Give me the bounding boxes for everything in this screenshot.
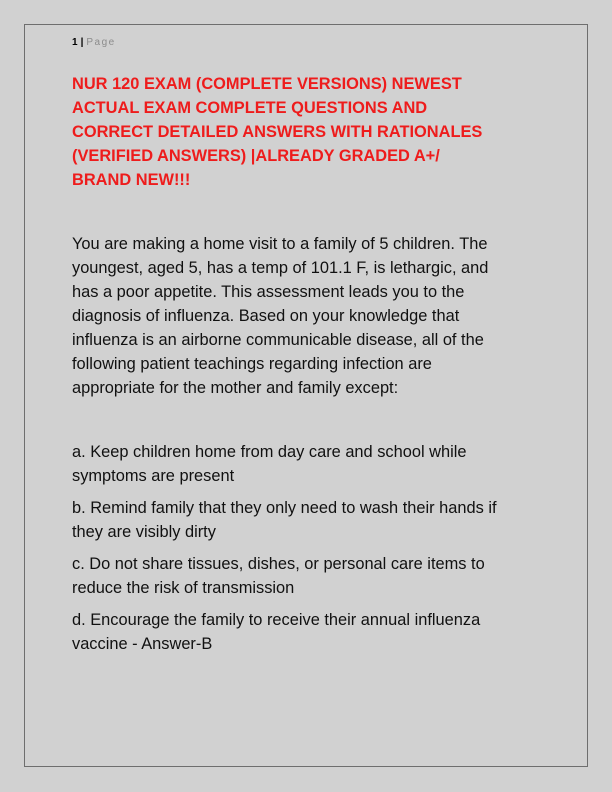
answer-line: b. Remind family that they only need to wash their hands if <box>72 499 497 517</box>
title-line: NUR 120 EXAM (COMPLETE VERSIONS) NEWEST <box>72 75 462 93</box>
answer-option-b <box>72 496 562 544</box>
answer-line: d. Encourage the family to receive their annual influenza <box>72 611 481 629</box>
answer-option-c <box>72 552 562 600</box>
answer-line: reduce the risk of transmission <box>72 579 295 597</box>
answer-option-d <box>72 608 562 656</box>
page-label: Page <box>86 37 116 48</box>
title-line: ACTUAL EXAM COMPLETE QUESTIONS AND <box>72 99 428 117</box>
answer-line: they are visibly dirty <box>72 523 216 541</box>
document-page <box>24 24 588 767</box>
title-line: (VERIFIED ANSWERS) |ALREADY GRADED A+/ <box>72 147 440 165</box>
document-title <box>72 72 552 192</box>
question-line: diagnosis of influenza. Based on your knowledge that <box>72 307 460 325</box>
answer-line: c. Do not share tissues, dishes, or personal care items to <box>72 555 485 573</box>
question-line: following patient teachings regarding infection are <box>72 355 432 373</box>
question-line: has a poor appetite. This assessment leads you to the <box>72 283 465 301</box>
question-line: influenza is an airborne communicable disease, all of the <box>72 331 484 349</box>
title-line: BRAND NEW!!! <box>72 171 191 189</box>
question-line: youngest, aged 5, has a temp of 101.1 F, is lethargic, and <box>72 259 489 277</box>
title-line: CORRECT DETAILED ANSWERS WITH RATIONALES <box>72 123 483 141</box>
answer-line: symptoms are present <box>72 467 235 485</box>
page-separator: | <box>80 37 84 48</box>
question-text <box>72 232 562 400</box>
answer-line: vaccine - Answer-B <box>72 635 213 653</box>
answer-options <box>72 440 562 664</box>
page-number: 1 <box>72 37 78 48</box>
question-line: You are making a home visit to a family of 5 children. The <box>72 235 488 253</box>
question-line: appropriate for the mother and family except: <box>72 379 399 397</box>
page-header <box>72 37 116 49</box>
answer-line: a. Keep children home from day care and school while <box>72 443 467 461</box>
answer-option-a <box>72 440 562 488</box>
